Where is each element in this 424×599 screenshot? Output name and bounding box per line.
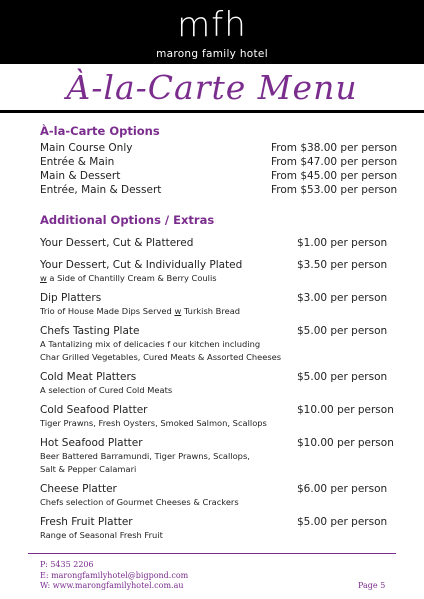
header-banner <box>0 0 424 64</box>
desc-text: Turkish Bread <box>181 306 241 316</box>
item-description <box>40 272 390 285</box>
item-price: $3.00 per person <box>297 292 388 304</box>
item-description: Salt & Pepper Calamari <box>40 464 137 474</box>
option-row <box>40 141 398 155</box>
option-name: Entrée & Main <box>40 156 115 168</box>
menu-item <box>40 403 394 430</box>
footer-phone: P: 5435 2206 <box>40 560 94 569</box>
footer-divider <box>28 553 396 554</box>
hotel-name: marong family hotel <box>156 48 268 60</box>
item-description: Beer Battered Barramundi, Tiger Prawns, Scallops, <box>40 451 250 461</box>
item-price: $5.00 per person <box>297 325 388 337</box>
page-number: Page 5 <box>358 581 386 590</box>
item-name: Your Dessert, Cut & Plattered <box>40 237 194 249</box>
item-description: Range of Seasonal Fresh Fruit <box>40 530 163 540</box>
menu-item <box>40 236 390 250</box>
option-price: From $45.00 per person <box>271 170 398 182</box>
item-price: $1.00 per person <box>297 237 388 249</box>
desc-underlined: w <box>40 273 47 283</box>
item-price: $6.00 per person <box>297 483 388 495</box>
footer-email: E: marongfamilyhotel@bigpond.com <box>40 570 189 580</box>
option-price: From $53.00 per person <box>271 184 398 196</box>
menu-content <box>40 124 398 542</box>
item-description: Char Grilled Vegetables, Cured Meats & Assorted Cheeses <box>40 352 282 362</box>
item-price: $10.00 per person <box>297 437 394 449</box>
item-description <box>40 305 390 318</box>
menu-item <box>40 436 394 476</box>
option-row <box>40 183 398 197</box>
menu-item <box>40 482 390 509</box>
item-price: $5.00 per person <box>297 371 388 383</box>
menu-item <box>40 324 390 364</box>
item-price: $10.00 per person <box>297 404 394 416</box>
item-name: Cheese Platter <box>40 483 117 495</box>
item-description: Tiger Prawns, Fresh Oysters, Smoked Salmon, Scallops <box>40 418 267 428</box>
option-price: From $38.00 per person <box>271 142 398 154</box>
item-name: Your Dessert, Cut & Individually Plated <box>40 259 243 271</box>
option-row <box>40 169 398 183</box>
page-title: À-la-Carte Menu <box>66 68 358 107</box>
item-name: Cold Seafood Platter <box>40 404 148 416</box>
desc-text: Trio of House Made Dips Served <box>40 306 175 316</box>
item-price: $5.00 per person <box>297 516 388 528</box>
desc-text: a Side of Chantilly Cream & Berry Coulis <box>46 273 217 283</box>
option-price: From $47.00 per person <box>271 156 398 168</box>
extras-heading: Additional Options / Extras <box>40 213 215 227</box>
item-name: Hot Seafood Platter <box>40 437 143 449</box>
options-heading: À-la-Carte Options <box>40 124 160 138</box>
item-description: A selection of Cured Cold Meats <box>40 385 173 395</box>
footer-web: W: www.marongfamilyhotel.com.au <box>40 581 184 590</box>
menu-item <box>40 291 390 318</box>
option-name: Entrée, Main & Dessert <box>40 184 162 196</box>
item-name: Dip Platters <box>40 292 102 304</box>
option-name: Main Course Only <box>40 142 133 154</box>
hotel-logo: mfh <box>177 5 247 45</box>
option-row <box>40 155 398 169</box>
item-name: Cold Meat Platters <box>40 371 137 383</box>
option-name: Main & Dessert <box>40 170 121 182</box>
footer-contact <box>40 560 390 592</box>
item-price: $3.50 per person <box>297 259 388 271</box>
menu-item <box>40 370 390 397</box>
item-description: A Tantalizing mix of delicacies f our kitchen including <box>40 339 261 349</box>
item-name: Chefs Tasting Plate <box>40 325 140 337</box>
menu-item <box>40 258 390 285</box>
item-description: Chefs selection of Gourmet Cheeses & Crackers <box>40 497 239 507</box>
item-name: Fresh Fruit Platter <box>40 516 133 528</box>
menu-item <box>40 515 390 542</box>
header-divider <box>0 110 424 113</box>
desc-underlined: w <box>174 306 182 316</box>
